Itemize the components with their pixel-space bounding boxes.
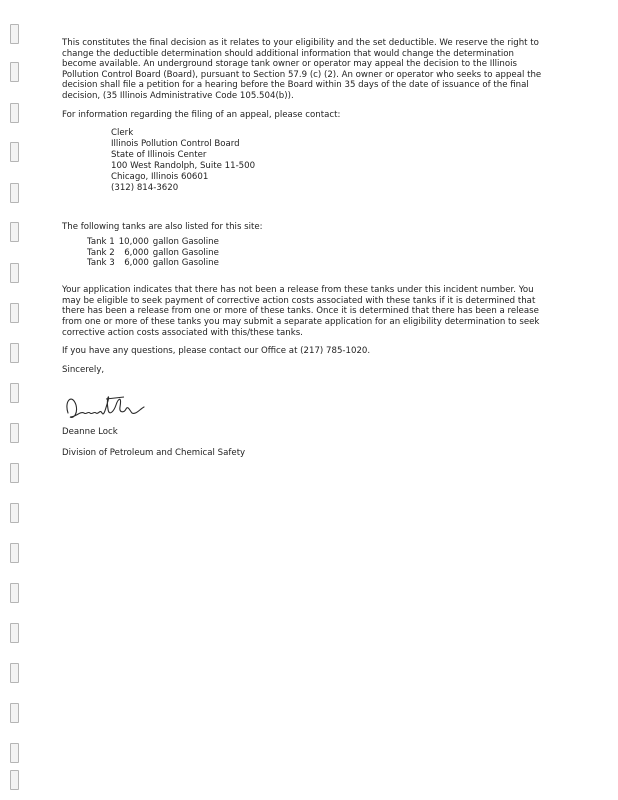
binder-hole — [10, 623, 19, 643]
release-paragraph: Your application indicates that there has not been a release from these tanks under this incident number. You may be eligible to seek payment of corrective action costs associated with these tanks if it is determined that there has been a release from one or more of these tanks. Once it is determined that there has been a release from one or more of these tanks you may submit a separate application for an eligibility determination to seek corrective action costs associated with this/these tanks. — [62, 285, 540, 338]
tank-description: gallon Gasoline — [152, 236, 219, 247]
binder-hole — [10, 303, 19, 323]
binder-hole — [10, 103, 19, 123]
tank-capacity: 6,000 — [124, 258, 149, 269]
tank-description: gallon Gasoline — [152, 258, 219, 269]
address-line: Illinois Pollution Control Board — [111, 139, 240, 150]
binder-hole — [10, 543, 19, 563]
tank-capacity: 10,000 — [118, 236, 149, 247]
address-line: State of Illinois Center — [111, 150, 207, 161]
binder-hole — [10, 663, 19, 683]
tank-label: Tank 2 — [87, 247, 115, 258]
binder-hole — [10, 463, 19, 483]
clerk-address-block — [111, 128, 547, 194]
binder-hole — [10, 503, 19, 523]
binder-hole — [10, 383, 19, 403]
tanks-intro: The following tanks are also listed for this site: — [62, 222, 263, 233]
signer-name: Deanne Lock — [62, 427, 118, 438]
binder-hole — [10, 583, 19, 603]
binder-hole — [10, 343, 19, 363]
binder-hole — [10, 703, 19, 723]
tank-capacity: 6,000 — [124, 247, 149, 258]
address-line: Chicago, Illinois 60601 — [111, 172, 209, 183]
tank-row — [87, 258, 223, 269]
address-line: 100 West Randolph, Suite 11-500 — [111, 161, 256, 172]
tank-row — [87, 248, 223, 259]
letter-body — [62, 38, 547, 466]
binder-hole — [10, 142, 19, 162]
decision-paragraph: This constitutes the final decision as it relates to your eligibility and the set deductible. We reserve the right to change the deductible determination should additional information that would change the determination become available. An underground storage tank owner or operator may appeal the decision to the Illinois Pollution Control Board (Board), pursuant to Section 57.9 (c) (2). An owner or operator who seeks to appeal the decision shall file a petition for a hearing before the Board within 35 days of the date of issuance of the final decision, (35 Illinois Administrative Code 105.504(b)). — [62, 38, 542, 101]
binder-hole — [10, 183, 19, 203]
address-line: Clerk — [111, 128, 134, 139]
binder-hole — [10, 263, 19, 283]
binder-hole — [10, 222, 19, 242]
binder-hole — [10, 62, 19, 82]
tank-label: Tank 3 — [87, 258, 115, 269]
binder-hole — [10, 770, 19, 790]
binder-hole — [10, 24, 19, 44]
tank-row — [87, 237, 223, 248]
appeal-contact-intro: For information regarding the filing of an appeal, please contact: — [62, 109, 341, 120]
binder-hole — [10, 743, 19, 763]
handwritten-signature — [62, 383, 547, 425]
tank-label: Tank 1 — [87, 236, 115, 247]
closing: Sincerely, — [62, 364, 105, 375]
address-line: (312) 814-3620 — [111, 183, 179, 194]
signer-division: Division of Petroleum and Chemical Safety — [62, 447, 246, 458]
binder-holes — [10, 0, 20, 800]
tanks-list — [87, 237, 223, 269]
binder-hole — [10, 423, 19, 443]
tank-description: gallon Gasoline — [152, 247, 219, 258]
questions-paragraph: If you have any questions, please contact our Office at (217) 785-1020. — [62, 346, 371, 357]
